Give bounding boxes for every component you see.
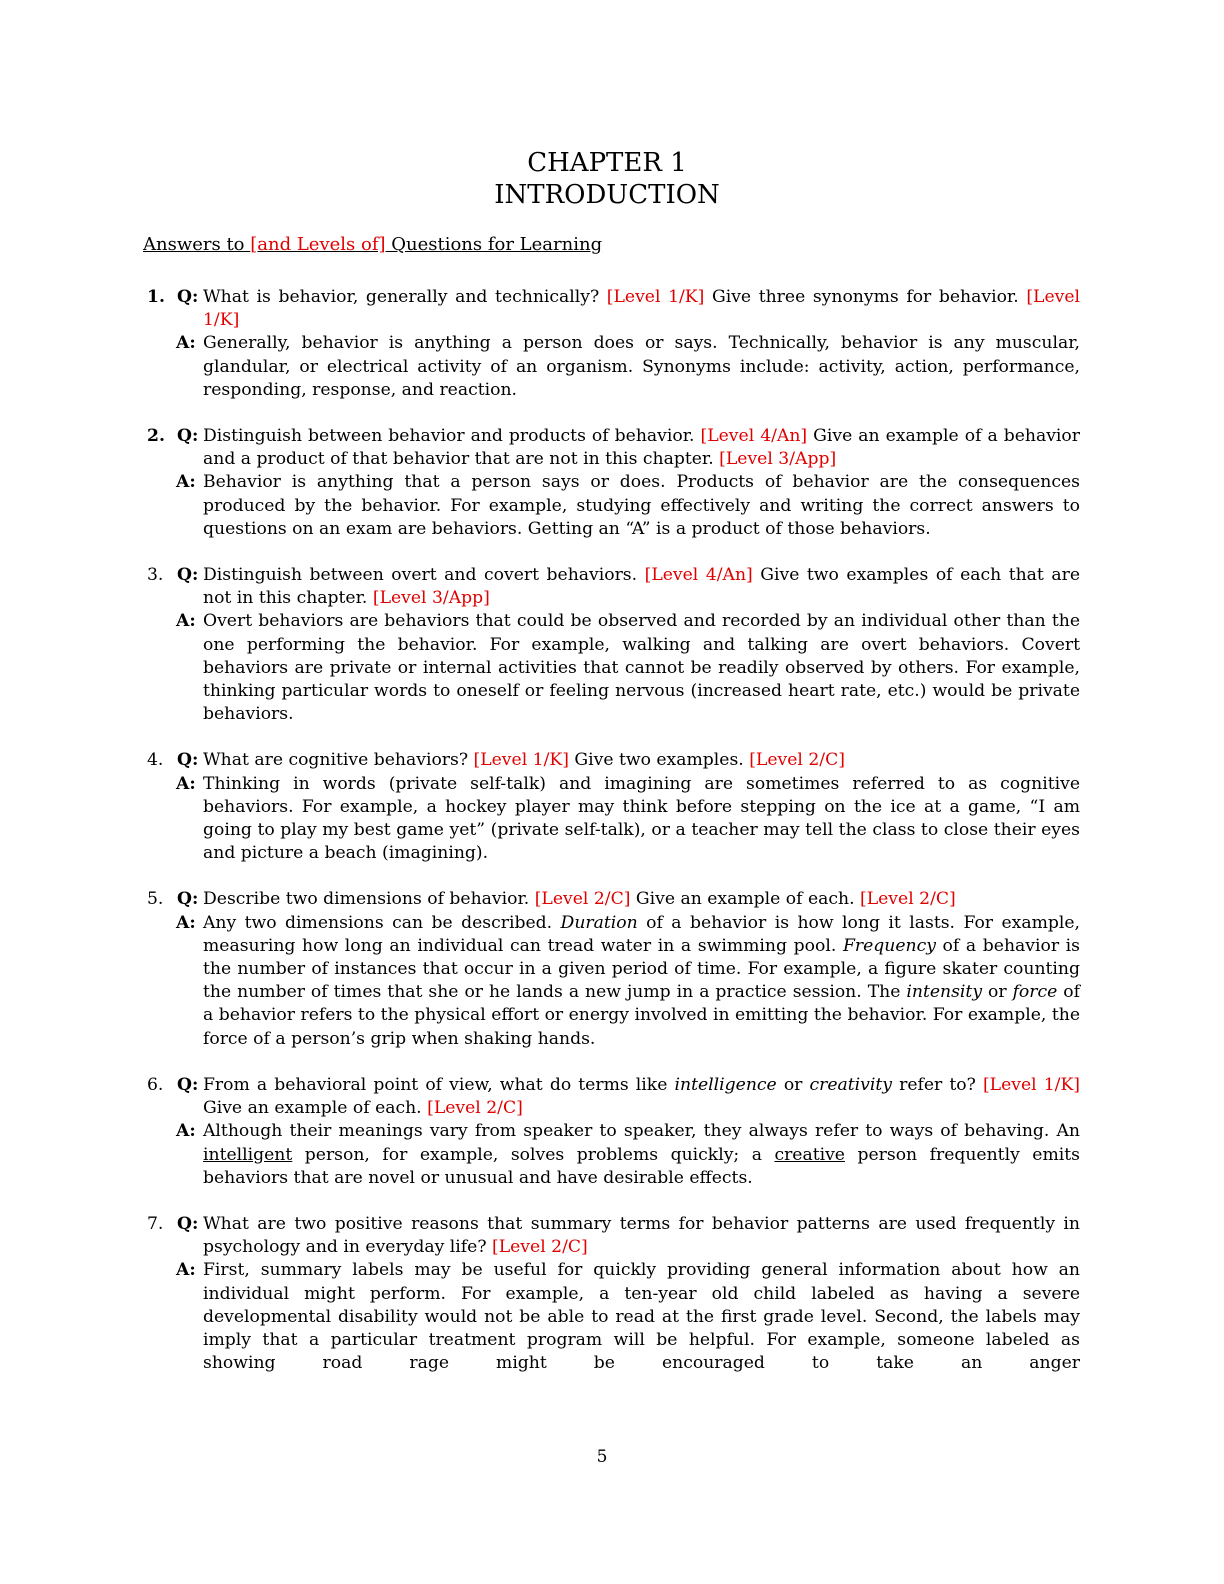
question bbox=[143, 286, 1080, 332]
chapter-name: INTRODUCTION bbox=[494, 180, 720, 210]
text-segment: Behavior is anything that a person says or does. Products of behavior are the consequences produced by the behavior. For example, studying effectively and writing the correct answers to questions on an exam are behaviors. Getting an “A” is a product of those behaviors. bbox=[203, 472, 1080, 539]
text-segment: person, for example, solves problems quickly; a bbox=[292, 1144, 775, 1165]
level-tag: [Level 1/K] bbox=[982, 1074, 1081, 1095]
text-segment: What are cognitive behaviors? bbox=[203, 750, 474, 771]
question-label: Q: bbox=[177, 889, 199, 910]
answer bbox=[143, 1120, 1080, 1190]
text-segment: Give an example of a behavior and a product of that behavior that are not in this chapter. bbox=[203, 426, 1080, 470]
answer bbox=[143, 332, 1080, 402]
text-segment: First, summary labels may be useful for quickly providing general information about how an individual might perform. For example, a ten-year old child labeled as having a severe developmental disability would not be able to read at the first grade level. Second, the labels may imply that a particular treatment program will be helpful. For example, someone labeled as showing road rage might be encouraged to take an anger bbox=[203, 1260, 1080, 1374]
answer bbox=[143, 773, 1080, 866]
question-label: Q: bbox=[177, 287, 199, 307]
question bbox=[143, 888, 1080, 911]
text-segment: What is behavior, generally and technically? bbox=[203, 287, 607, 307]
text-segment: Distinguish between overt and covert behaviors. bbox=[203, 565, 645, 586]
text-segment: Give an example of each. bbox=[203, 1098, 428, 1119]
question-item bbox=[143, 286, 1080, 402]
page-number: 5 bbox=[596, 1447, 608, 1467]
text-segment: person frequently emits behaviors that are novel or unusual and have desirable effects. bbox=[203, 1144, 1080, 1188]
answer bbox=[143, 610, 1080, 726]
text-segment: Any two dimensions can be described. bbox=[203, 912, 561, 933]
text-segment: of a behavior is how long it lasts. For example, measuring how long an individual can tread water in a swimming pool. bbox=[203, 912, 1081, 956]
level-tag: [and Levels of] bbox=[250, 234, 386, 255]
answer-label: A: bbox=[176, 611, 196, 632]
question-label: Q: bbox=[177, 1213, 199, 1234]
text-segment: Answers to bbox=[143, 234, 251, 255]
level-tag: [Level 1/K] bbox=[606, 287, 705, 307]
text-segment: Overt behaviors are behaviors that could be observed and recorded by an individual other than the one performing the behavior. For example, walking and talking are overt behaviors. Covert behaviors are private or internal activities that cannot be readily observed by others. For example, thinking particular words to oneself or feeling nervous (increased heart rate, etc.) would be private behaviors. bbox=[203, 611, 1080, 725]
level-tag: [Level 2/C] bbox=[534, 889, 631, 910]
answer-label: A: bbox=[176, 472, 196, 493]
underlined-term: intelligent bbox=[203, 1144, 293, 1165]
level-tag: [Level 3/App] bbox=[372, 588, 490, 609]
level-tag: [Level 2/C] bbox=[492, 1237, 588, 1258]
text-segment: From a behavioral point of view, what do terms like bbox=[203, 1074, 675, 1095]
level-tag: [Level 2/C] bbox=[749, 750, 845, 771]
answer-label: A: bbox=[176, 773, 196, 794]
question-item bbox=[143, 1213, 1080, 1375]
answer bbox=[143, 1259, 1080, 1375]
italic-term: creativity bbox=[809, 1074, 892, 1095]
question-item bbox=[143, 425, 1080, 541]
text-segment: Generally, behavior is anything a person does or says. Technically, behavior is any muscular, glandular, or electrical activity of an organism. Synonyms include: activity, action, performance, responding, response, and reaction. bbox=[203, 333, 1080, 400]
chapter-number: CHAPTER 1 bbox=[527, 148, 687, 178]
text-segment: Give two examples. bbox=[568, 750, 750, 771]
level-tag: [Level 2/C] bbox=[860, 889, 956, 910]
question-number: 3. bbox=[147, 565, 164, 586]
question-item bbox=[143, 749, 1080, 865]
question-number: 1. bbox=[147, 287, 165, 307]
text-segment: of a behavior refers to the physical effort or energy involved in emitting the behavior. For example, the force of a person’s grip when shaking hands. bbox=[203, 982, 1080, 1049]
italic-term: Duration bbox=[560, 912, 638, 933]
question-item bbox=[143, 564, 1080, 726]
section-heading bbox=[143, 234, 602, 255]
answer-label: A: bbox=[176, 333, 196, 354]
text-segment: Although their meanings vary from speaker to speaker, they always refer to ways of behaving. An bbox=[203, 1121, 1080, 1142]
text-segment: Give two examples of each that are not in this chapter. bbox=[203, 565, 1081, 609]
underlined-term: creative bbox=[774, 1144, 845, 1165]
question-item bbox=[143, 888, 1080, 1050]
level-tag: [Level 2/C] bbox=[427, 1098, 523, 1119]
answer-label: A: bbox=[176, 912, 196, 933]
question-label: Q: bbox=[177, 750, 199, 771]
italic-term: force bbox=[1012, 982, 1058, 1003]
text-segment: or bbox=[982, 982, 1013, 1003]
question bbox=[143, 425, 1080, 471]
question-list bbox=[143, 286, 1080, 1398]
question-number: 4. bbox=[147, 750, 164, 771]
answer-label: A: bbox=[176, 1121, 196, 1142]
text-segment: Distinguish between behavior and products of behavior. bbox=[203, 426, 701, 447]
italic-term: intelligence bbox=[674, 1074, 777, 1095]
level-tag: [Level 1/K] bbox=[203, 287, 1080, 331]
level-tag: [Level 3/App] bbox=[719, 449, 837, 470]
text-segment: or bbox=[776, 1074, 810, 1095]
text-segment: Give an example of each. bbox=[630, 889, 861, 910]
question-label: Q: bbox=[177, 426, 199, 447]
question-number: 2. bbox=[147, 426, 165, 447]
question bbox=[143, 564, 1080, 610]
text-segment: Thinking in words (private self-talk) and imagining are sometimes referred to as cognitive behaviors. For example, a hockey player may think before stepping on the ice at a game, “I am going to play my best game yet” (private self-talk), or a teacher may tell the class to close their eyes and picture a beach (imagining). bbox=[203, 773, 1080, 864]
question bbox=[143, 1213, 1080, 1259]
chapter-title bbox=[0, 147, 1224, 211]
question bbox=[143, 1074, 1080, 1120]
text-segment: Describe two dimensions of behavior. bbox=[203, 889, 535, 910]
italic-term: Frequency bbox=[842, 935, 936, 956]
answer bbox=[143, 471, 1080, 541]
text-segment: What are two positive reasons that summary terms for behavior patterns are used frequently in psychology and in everyday life? bbox=[203, 1213, 1080, 1258]
level-tag: [Level 4/An] bbox=[700, 426, 808, 447]
level-tag: [Level 4/An] bbox=[644, 565, 753, 586]
question-item bbox=[143, 1074, 1080, 1190]
question bbox=[143, 749, 1080, 772]
question-number: 6. bbox=[147, 1074, 164, 1095]
question-label: Q: bbox=[177, 1074, 199, 1095]
level-tag: [Level 1/K] bbox=[473, 750, 569, 771]
text-segment: Questions for Learning bbox=[385, 234, 603, 255]
text-segment: of a behavior is the number of instances that occur in a given period of time. For example, a figure skater counting the number of times that she or he lands a new jump in a practice session. The bbox=[203, 935, 1081, 1003]
answer bbox=[143, 912, 1080, 1051]
question-number: 5. bbox=[147, 889, 164, 910]
italic-term: intensity bbox=[906, 982, 983, 1003]
text-segment: Give three synonyms for behavior. bbox=[704, 287, 1027, 307]
question-number: 7. bbox=[147, 1213, 164, 1234]
text-segment: refer to? bbox=[892, 1074, 983, 1095]
answer-label: A: bbox=[176, 1260, 196, 1281]
question-label: Q: bbox=[177, 565, 199, 586]
